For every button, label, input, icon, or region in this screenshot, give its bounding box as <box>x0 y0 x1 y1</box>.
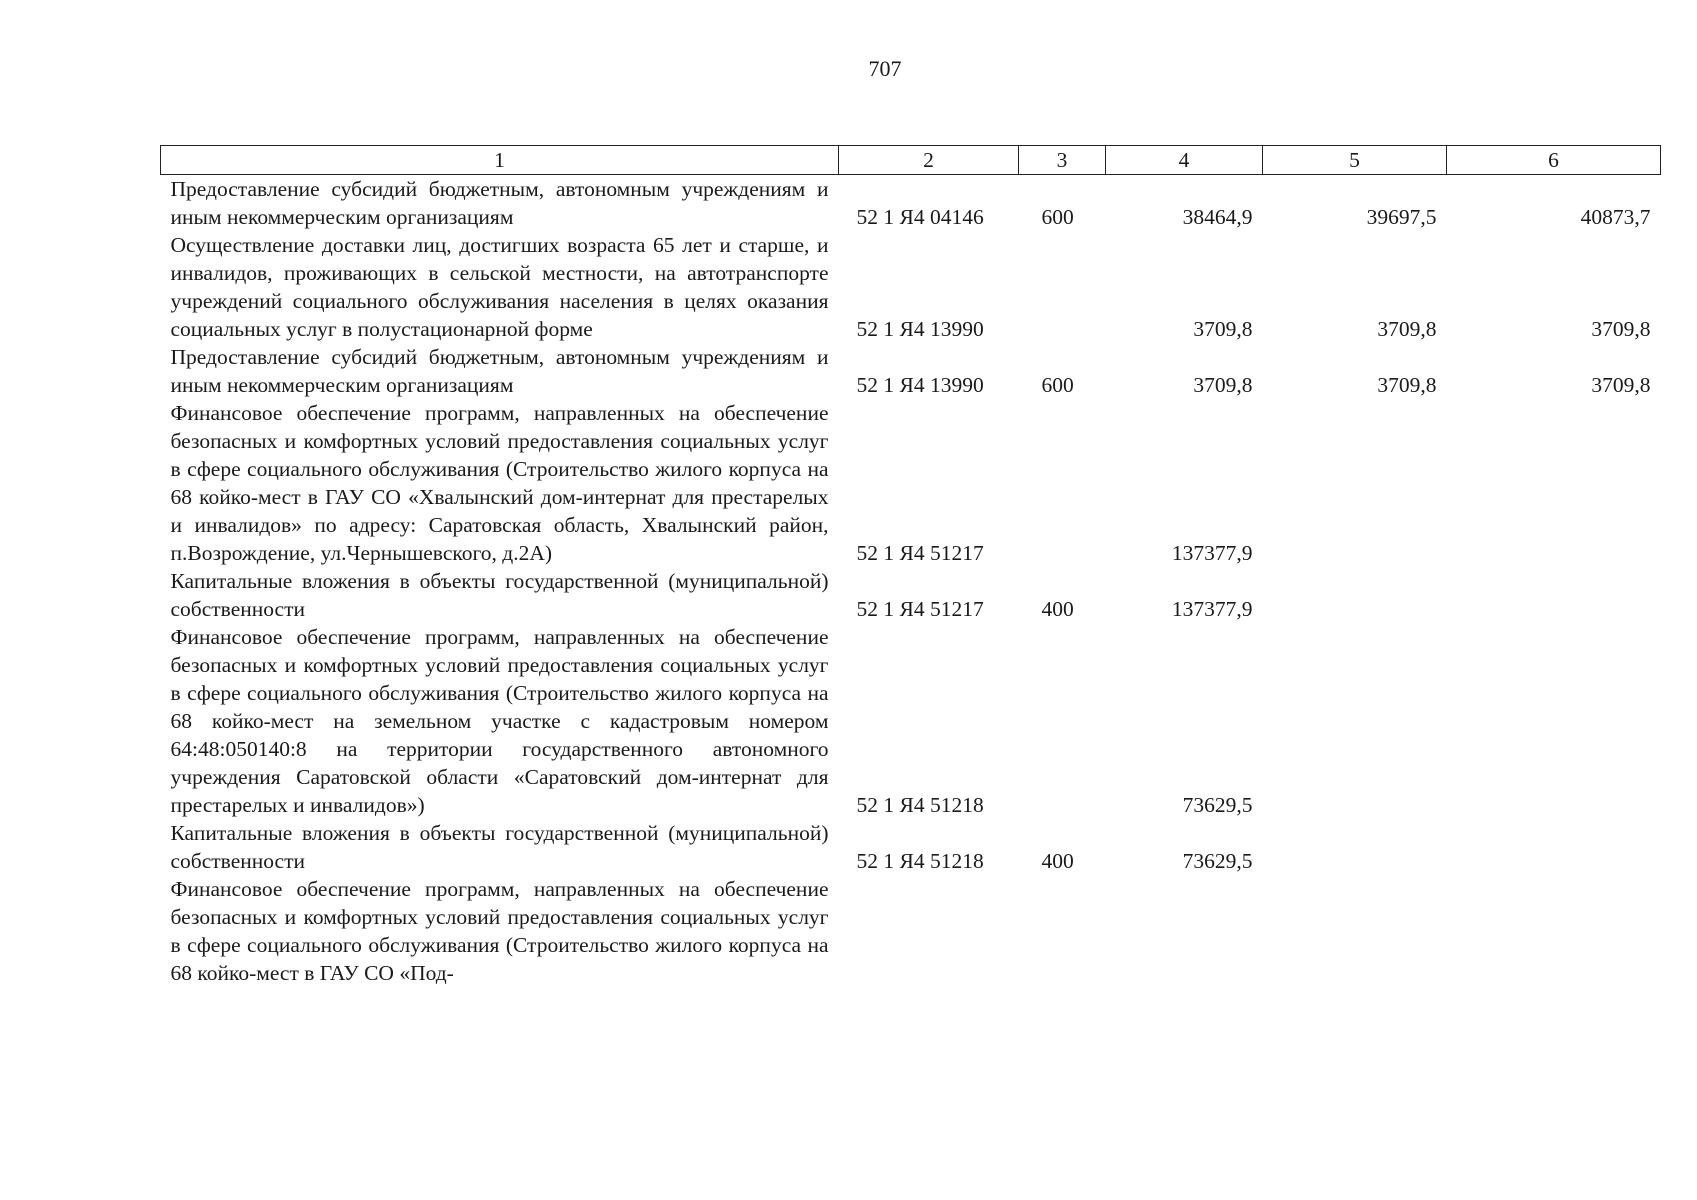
amount-col4: 38464,9 <box>1182 205 1253 229</box>
amount-col5: 39697,5 <box>1366 205 1437 229</box>
amount-col6: 3709,8 <box>1591 373 1651 397</box>
row-description: Предоставление субсидий бюджетным, автономным учреждениям и иным некоммерческим организациям <box>170 345 829 397</box>
table-header-row <box>161 146 1661 175</box>
amount-col4 <box>1106 875 1263 987</box>
table-row <box>161 343 1661 399</box>
row-description: Финансовое обеспечение программ, направленных на обеспечение безопасных и комфортных условий предоставления социальных услуг в сфере социального обслуживания (Строительство жилого корпуса на 68 койко-мест на земельном участке с кадастровым номером 64:48:050140:8 на территории государственного автономного учреждения Саратовской области «Саратовский дом-интернат для престарелых и инвалидов») <box>170 625 829 817</box>
page-number: 707 <box>868 56 902 81</box>
amount-col5 <box>1263 623 1447 819</box>
amount-col5 <box>1263 819 1447 875</box>
amount-col6: 3709,8 <box>1591 317 1651 341</box>
expense-type <box>1019 623 1106 819</box>
amount-col5: 3709,8 <box>1377 317 1437 341</box>
expense-type: 400 <box>1041 849 1074 873</box>
target-code: 52 1 Я4 51217 <box>856 597 984 621</box>
table-row <box>161 399 1661 567</box>
column-header: 2 <box>839 146 1019 175</box>
table-row <box>161 623 1661 819</box>
column-header: 1 <box>161 146 839 175</box>
target-code: 52 1 Я4 13990 <box>856 317 984 341</box>
target-code: 52 1 Я4 51218 <box>856 793 984 817</box>
amount-col4: 3709,8 <box>1193 373 1253 397</box>
amount-col6 <box>1447 567 1661 623</box>
target-code <box>839 875 1019 987</box>
expense-type: 400 <box>1041 597 1074 621</box>
target-code: 52 1 Я4 51217 <box>856 541 984 565</box>
column-header: 3 <box>1019 146 1106 175</box>
table-row <box>161 175 1661 232</box>
expense-type <box>1019 399 1106 567</box>
row-description: Финансовое обеспечение программ, направленных на обеспечение безопасных и комфортных условий предоставления социальных услуг в сфере социального обслуживания (Строительство жилого корпуса на 68 койко-мест в ГАУ СО «Под- <box>170 877 829 985</box>
table-row <box>161 875 1661 987</box>
expense-type <box>1019 875 1106 987</box>
amount-col6 <box>1447 819 1661 875</box>
amount-col6: 40873,7 <box>1580 205 1651 229</box>
expense-type <box>1019 231 1106 343</box>
amount-col5 <box>1263 399 1447 567</box>
row-description: Финансовое обеспечение программ, направленных на обеспечение безопасных и комфортных условий предоставления социальных услуг в сфере социального обслуживания (Строительство жилого корпуса на 68 койко-мест в ГАУ СО «Хвалынский дом-интернат для престарелых и инвалидов» по адресу: Саратовская область, Хвалынский район, п.Возрождение, ул.Чернышевского, д.2А) <box>170 401 829 565</box>
budget-table <box>160 145 1661 987</box>
amount-col4: 73629,5 <box>1182 849 1253 873</box>
amount-col4: 3709,8 <box>1193 317 1253 341</box>
amount-col4: 137377,9 <box>1171 597 1253 621</box>
row-description: Капитальные вложения в объекты государственной (муниципальной) собственности <box>170 821 829 873</box>
table-row <box>161 819 1661 875</box>
amount-col6 <box>1447 399 1661 567</box>
table-row <box>161 567 1661 623</box>
target-code: 52 1 Я4 51218 <box>856 849 984 873</box>
column-header: 5 <box>1263 146 1447 175</box>
amount-col5 <box>1263 875 1447 987</box>
amount-col6 <box>1447 623 1661 819</box>
amount-col4: 137377,9 <box>1171 541 1253 565</box>
target-code: 52 1 Я4 13990 <box>856 373 984 397</box>
expense-type: 600 <box>1041 205 1074 229</box>
column-header: 6 <box>1447 146 1661 175</box>
row-description: Предоставление субсидий бюджетным, автономным учреждениям и иным некоммерческим организациям <box>170 177 829 229</box>
target-code: 52 1 Я4 04146 <box>856 205 984 229</box>
column-header: 4 <box>1106 146 1263 175</box>
table-row <box>161 231 1661 343</box>
row-description: Осуществление доставки лиц, достигших возраста 65 лет и старше, и инвалидов, проживающих в сельской местности, на автотранспорте учреждений социального обслуживания населения в целях оказания социальных услуг в полустационарной форме <box>170 233 829 341</box>
amount-col5: 3709,8 <box>1377 373 1437 397</box>
amount-col4: 73629,5 <box>1182 793 1253 817</box>
amount-col6 <box>1447 875 1661 987</box>
row-description: Капитальные вложения в объекты государственной (муниципальной) собственности <box>170 569 829 621</box>
amount-col5 <box>1263 567 1447 623</box>
expense-type: 600 <box>1041 373 1074 397</box>
